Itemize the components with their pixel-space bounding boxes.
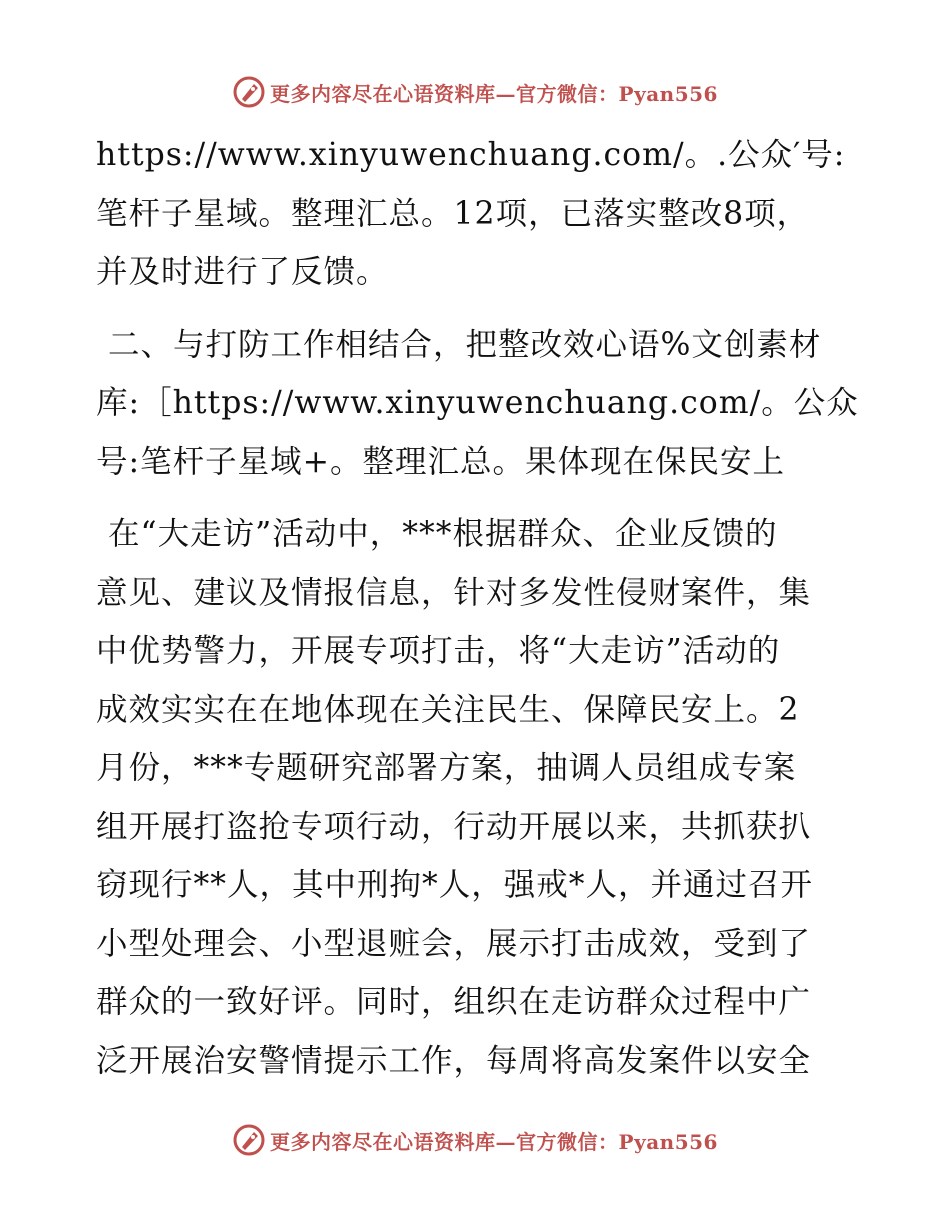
text-line: 二、与打防工作相结合，把整改效心语%文创素材 [108,326,822,363]
pen-nib-circle-logo-icon [232,1123,266,1157]
paragraph [96,126,866,302]
text-line: 月份，***专题研究部署方案，抽调人员组成专案 [96,750,797,786]
text-line: 泛开展治安警情提示工作，每周将高发案件以安全 [96,1042,812,1079]
header-watermark [0,72,950,112]
text-line: 意见、建议及情报信息，针对多发性侵财案件，集 [96,574,812,611]
text-line: 号:笔杆子星域+。整理汇总。果体现在保民安上 [96,443,786,480]
paragraph [96,316,866,492]
text-line: 笔杆子星域。整理汇总。12项，已落实整改8项， [96,195,810,232]
text-line: 成效实实在在地体现在关注民生、保障民安上。2 [96,691,800,728]
footer-watermark [0,1120,950,1160]
watermark-text: 更多内容尽在心语资料库—官方微信：Pyan556 [270,81,718,106]
text-line: 组开展打盗抢专项行动，行动开展以来，共抓获扒 [96,808,812,845]
paragraph [96,505,866,1090]
text-line: 并及时进行了反馈。 [96,254,389,290]
watermark-text: 更多内容尽在心语资料库—官方微信：Pyan556 [270,1129,718,1154]
text-line: 在“大走访”活动中，***根据群众、企业反馈的 [108,516,778,552]
text-line: 窃现行**人，其中刑拘*人，强戒*人，并通过召开 [96,867,814,903]
pen-nib-circle-logo-icon [232,75,266,109]
body-text [96,126,866,1090]
text-line: 库:［https://www.xinyuwenchuang.com/。公众 [96,385,859,421]
text-line: 小型处理会、小型退赃会，展示打击成效，受到了 [96,925,812,962]
text-line: 中优势警力，开展专项打击，将“大走访”活动的 [96,633,781,669]
text-line: https://www.xinyuwenchuang.com/。.公众′号: [96,137,846,173]
text-line: 群众的一致好评。同时，组织在走访群众过程中广 [96,984,812,1020]
